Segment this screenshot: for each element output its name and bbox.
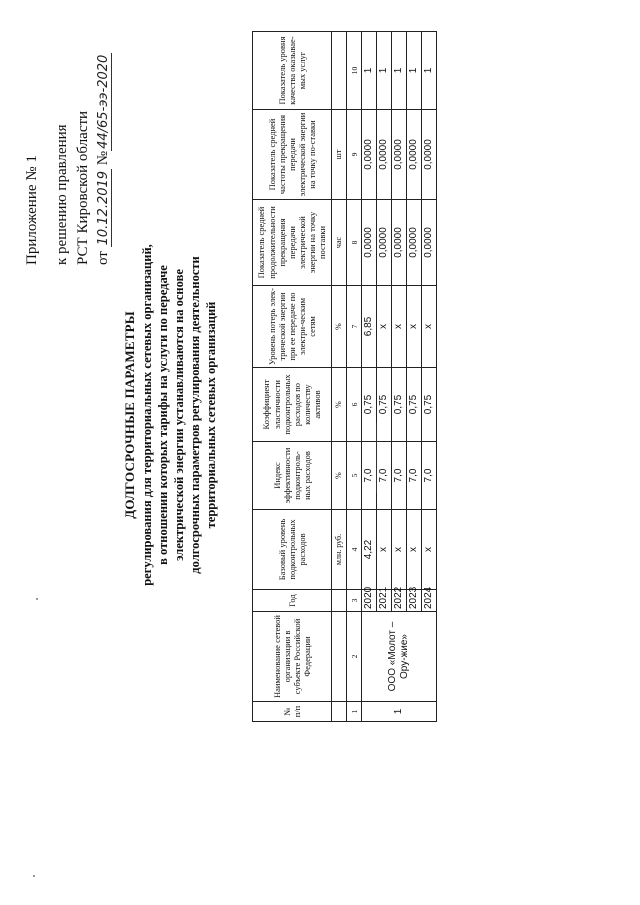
subtitle-line-1: регулирования для территориальных сетевых организаций, [139, 244, 154, 586]
year-cell: 2020 [362, 590, 377, 612]
handwritten-date: 10.12.2019 [95, 170, 111, 246]
index-cell: 7,0 [377, 442, 392, 510]
year-cell: 2024 [422, 590, 437, 612]
column-number-cell: 9 [347, 110, 362, 200]
coef-cell: 0,75 [422, 368, 437, 442]
document-title: ДОЛГОСРОЧНЫЕ ПАРАМЕТРЫ [122, 311, 137, 519]
column-number-cell: 5 [347, 442, 362, 510]
table-row [362, 32, 377, 722]
quality-cell: 1 [392, 32, 407, 110]
index-cell: 7,0 [392, 442, 407, 510]
header-cell: Индекс эффективности подконтроль-ных расходов [253, 442, 332, 510]
scan-speck [33, 875, 35, 877]
column-number-row [347, 32, 362, 722]
header-cell: Наименование сетевой организации в субъекте Российской Федерации [253, 612, 332, 702]
coef-cell: 0,75 [362, 368, 377, 442]
appendix-line-1: к решению правления [54, 124, 71, 265]
year-cell: 2023 [407, 590, 422, 612]
parameters-table [252, 31, 437, 722]
handwritten-number: 44/65-ээ-2020 [95, 54, 111, 149]
unit-cell [332, 612, 347, 702]
frequency-cell: 0,0000 [362, 110, 377, 200]
subtitle-line-5: территориальных сетевых организаций [203, 301, 218, 529]
unit-cell [332, 32, 347, 110]
unit-cell: % [332, 442, 347, 510]
units-row [332, 32, 347, 722]
unit-cell: млн. руб. [332, 510, 347, 590]
header-cell: Год [253, 590, 332, 612]
base-cell: 4,22 [362, 510, 377, 590]
year-cell: 2021 [377, 590, 392, 612]
frequency-cell: 0,0000 [407, 110, 422, 200]
header-cell: Коэффициент эластичности подконтрольных расходов по количеству активов [253, 368, 332, 442]
base-cell: х [407, 510, 422, 590]
appendix-title: Приложение № 1 [24, 155, 40, 265]
header-cell: Уровень потерь элек-трической энергии при ее передаче по электри-ческим сетям [253, 286, 332, 368]
column-number-cell: 2 [347, 612, 362, 702]
duration-cell: 0,0000 [392, 200, 407, 286]
column-number-cell: 4 [347, 510, 362, 590]
document-title-block [122, 115, 219, 715]
duration-cell: 0,0000 [362, 200, 377, 286]
frequency-cell: 0,0000 [422, 110, 437, 200]
base-cell: х [422, 510, 437, 590]
subtitle-line-4: долгосрочных параметров регулирования деятельности [187, 256, 202, 574]
unit-cell: шт [332, 110, 347, 200]
unit-cell [332, 590, 347, 612]
header-cell: Базовый уровень подконтрольных расходов [253, 510, 332, 590]
duration-cell: 0,0000 [422, 200, 437, 286]
subtitle-line-3: электрической энергии устанавливаются на основе [171, 269, 186, 561]
duration-cell: 0,0000 [407, 200, 422, 286]
unit-cell: час [332, 200, 347, 286]
organization-cell: ООО «Молот – Ору-жие» [362, 612, 437, 702]
year-cell: 2022 [392, 590, 407, 612]
index-cell: 7,0 [407, 442, 422, 510]
unit-cell: % [332, 368, 347, 442]
column-number-cell: 6 [347, 368, 362, 442]
column-number-cell: 1 [347, 702, 362, 722]
quality-cell: 1 [377, 32, 392, 110]
appendix-line-2: РСТ Кировской области [74, 110, 91, 265]
quality-cell: 1 [407, 32, 422, 110]
unit-cell: % [332, 286, 347, 368]
coef-cell: 0,75 [407, 368, 422, 442]
unit-cell [332, 702, 347, 722]
appendix-line-3 [93, 5, 113, 265]
subtitle-line-2: в отношении которых тарифы на услуги по передаче [155, 265, 170, 565]
coef-cell: 0,75 [392, 368, 407, 442]
losses-cell: 6,85 [362, 286, 377, 368]
header-cell: Показатель средней продолжительности прекращения передачи электрической энергии на точку поставки [253, 200, 332, 286]
date-prefix: от [94, 251, 111, 265]
coef-cell: 0,75 [377, 368, 392, 442]
number-prefix: № [94, 150, 111, 166]
base-cell: х [377, 510, 392, 590]
duration-cell: 0,0000 [377, 200, 392, 286]
column-number-cell: 8 [347, 200, 362, 286]
losses-cell: х [407, 286, 422, 368]
losses-cell: х [422, 286, 437, 368]
losses-cell: х [377, 286, 392, 368]
signature-line [376, 423, 377, 493]
appendix-block [22, 5, 113, 265]
row-number-cell: 1 [362, 702, 437, 722]
header-cell: Показатель уровня качества оказывае-мых услуг [253, 32, 332, 110]
column-number-cell: 7 [347, 286, 362, 368]
quality-cell: 1 [422, 32, 437, 110]
scan-speck [36, 598, 38, 600]
column-number-cell: 10 [347, 32, 362, 110]
losses-cell: х [392, 286, 407, 368]
frequency-cell: 0,0000 [392, 110, 407, 200]
header-cell: № п/п [253, 702, 332, 722]
column-number-cell: 3 [347, 590, 362, 612]
index-cell: 7,0 [422, 442, 437, 510]
index-cell: 7,0 [362, 442, 377, 510]
header-cell: Показатель средней частоты прекращения передачи электрической энергии на точку по-ставки [253, 110, 332, 200]
quality-cell: 1 [362, 32, 377, 110]
frequency-cell: 0,0000 [377, 110, 392, 200]
base-cell: х [392, 510, 407, 590]
header-row [253, 32, 332, 722]
